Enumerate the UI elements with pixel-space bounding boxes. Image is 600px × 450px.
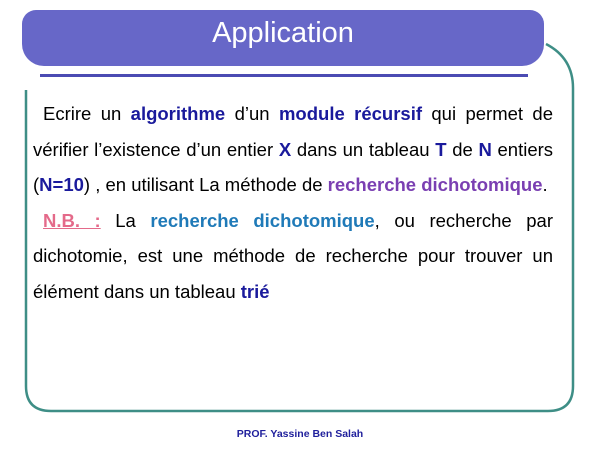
text: de [446,138,479,160]
text: dans un tableau [291,138,436,160]
keyword-trie: trié [240,280,270,302]
keyword-algorithme: algorithme [130,103,226,124]
keyword-module-recursif: module récursif [278,103,423,124]
slide-title: Application [212,17,354,49]
keyword-n-equals-10: N=10 [39,174,84,195]
keyword-recherche-dichotomique: recherche dichotomique [327,174,543,195]
nb-label: N.B. : [43,209,101,231]
text: d’un [225,103,279,124]
keyword-t: T [435,138,447,160]
paragraph-exercise [33,96,553,203]
text: qui permet de vérifier l’existence d’un entier [33,103,553,160]
text: ) , en utilisant La méthode de [83,174,328,195]
text: , ou recherche par dichotomie, est une méthode de recherche pour trouver un élément dans un tableau [33,209,553,302]
paragraph-note [33,203,553,310]
text: La [100,209,151,231]
text: entiers ( [33,138,554,195]
footer-author: PROF. Yassine Ben Salah [236,428,364,440]
keyword-n: N [478,138,492,160]
keyword-x: X [278,138,292,160]
keyword-recherche-dichotomique-note: recherche dichotomique [150,209,375,231]
text: . [542,174,548,195]
slide-content [33,96,553,309]
text: Ecrire un [43,103,131,124]
header-underline [40,74,528,77]
